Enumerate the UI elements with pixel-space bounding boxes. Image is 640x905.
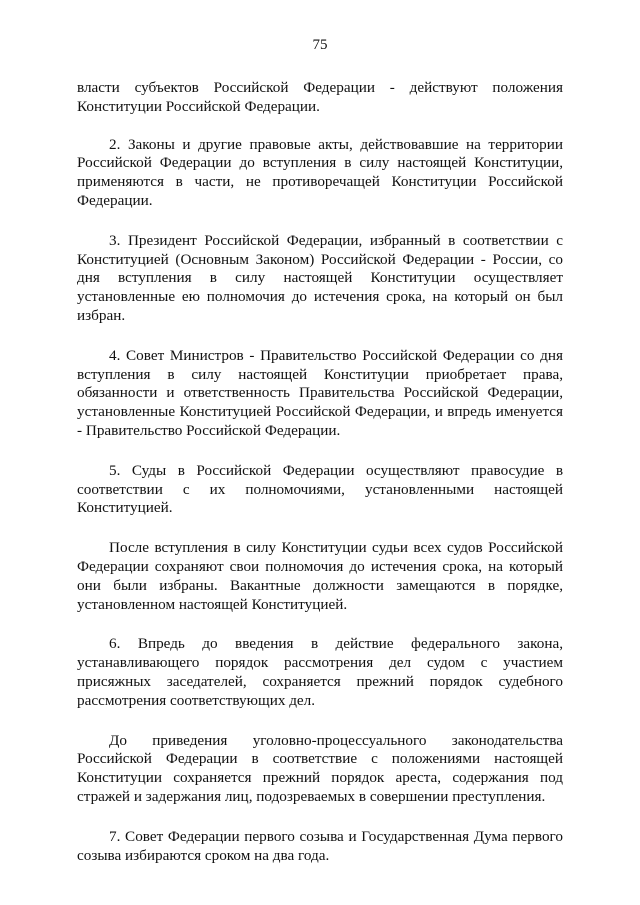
- paragraph-item-3: 3. Президент Российской Федерации, избранный в соответствии с Конституцией (Основным Законом) Российской Федерации - России, со дня вступления в силу настоящей Конституции осуществляет установленные ею полномочия до истечения срока, на который он был избран.: [77, 231, 563, 324]
- paragraph-item-2: 2. Законы и другие правовые акты, действовавшие на территории Российской Федерации до вступления в силу настоящей Конституции, применяются в части, не противоречащей Конституции Российской Федерации.: [77, 135, 563, 209]
- paragraph-item-4: 4. Совет Министров - Правительство Российской Федерации со дня вступления в силу настоящей Конституции приобретает права, обязанности и ответственность Правительства Российской Федерации, установленные Конституцией Российской Федерации, и впредь именуется - Правительство Российской Федерации.: [77, 346, 563, 439]
- paragraph-item-6: 6. Впредь до введения в действие федерального закона, устанавливающего порядок рассмотрения дел судом с участием присяжных заседателей, сохраняется прежний порядок судебного рассмотрения соответствующих дел.: [77, 635, 563, 709]
- paragraph-continuation: власти субъектов Российской Федерации - действуют положения Конституции Российской Федерации.: [77, 79, 563, 115]
- document-body: [77, 79, 563, 865]
- paragraph-judges: После вступления в силу Конституции судьи всех судов Российской Федерации сохраняют свои полномочия до истечения срока, на который они были избраны. Вакантные должности замещаются в порядке, установленном настоящей Конституцией.: [77, 539, 563, 613]
- paragraph-criminal-procedure: До приведения уголовно-процессуального законодательства Российской Федерации в соответствие с положениями настоящей Конституции сохраняется прежний порядок ареста, содержания под стражей и задержания лиц, подозреваемых в совершении преступления.: [77, 731, 563, 805]
- paragraph-item-5: 5. Суды в Российской Федерации осуществляют правосудие в соответствии с их полномочиями, установленными настоящей Конституцией.: [77, 461, 563, 517]
- paragraph-item-7: 7. Совет Федерации первого созыва и Государственная Дума первого созыва избираются сроком на два года.: [77, 827, 563, 864]
- page-number: 75: [312, 37, 328, 53]
